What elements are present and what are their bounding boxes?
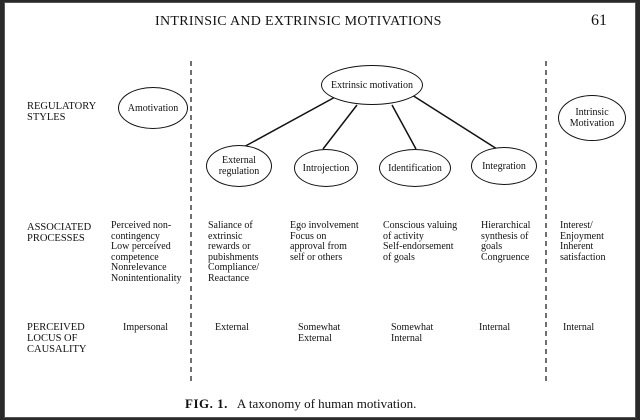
- processes-amotivation: Perceived non- contingency Low perceived competence Nonrelevance Nonintentionality: [111, 220, 182, 284]
- row-label-associated-processes: ASSOCIATED PROCESSES: [27, 222, 92, 244]
- diagram-lines: [5, 3, 636, 418]
- figure-caption-text: A taxonomy of human motivation.: [236, 396, 417, 411]
- connector-introjection: [323, 105, 357, 149]
- processes-integration: Hierarchical synthesis of goals Congruence: [481, 220, 531, 263]
- processes-introjection: Ego involvement Focus on approval from self or others: [290, 220, 359, 263]
- row-label-regulatory-styles: REGULATORY STYLES: [27, 101, 97, 123]
- connector-external-regulation: [240, 96, 337, 149]
- processes-external-regulation: Saliance of extrinsic rewards or pubishments Compliance/ Reactance: [208, 220, 260, 284]
- page-number: 61: [591, 12, 607, 29]
- locus-amotivation: Impersonal: [123, 322, 168, 333]
- connector-integration: [412, 95, 497, 149]
- row-label-perceived-locus: PERCEIVED LOCUS OF CAUSALITY: [27, 322, 87, 355]
- node-amotivation: Amotivation: [118, 87, 188, 129]
- node-external-regulation: External regulation: [206, 145, 272, 187]
- node-integration: Integration: [471, 147, 537, 185]
- locus-introjection: Somewhat External: [298, 322, 341, 344]
- node-introjection: Introjection: [294, 149, 358, 187]
- node-identification: Identification: [379, 149, 451, 187]
- running-header: INTRINSIC AND EXTRINSIC MOTIVATIONS: [155, 14, 442, 29]
- figure-caption: [185, 396, 416, 412]
- processes-intrinsic: Interest/ Enjoyment Inherent satisfaction: [560, 220, 606, 263]
- locus-external-regulation: External: [215, 322, 249, 333]
- node-intrinsic-motivation: Intrinsic Motivation: [558, 95, 626, 141]
- processes-identification: Conscious valuing of activity Self-endorsement of goals: [383, 220, 458, 263]
- connector-identification: [392, 105, 416, 149]
- locus-identification: Somewhat Internal: [391, 322, 434, 344]
- locus-intrinsic: Internal: [563, 322, 595, 333]
- locus-integration: Internal: [479, 322, 511, 333]
- figure-label: FIG. 1.: [185, 396, 228, 411]
- node-extrinsic-motivation: Extrinsic motivation: [321, 65, 423, 105]
- book-page: [4, 2, 636, 418]
